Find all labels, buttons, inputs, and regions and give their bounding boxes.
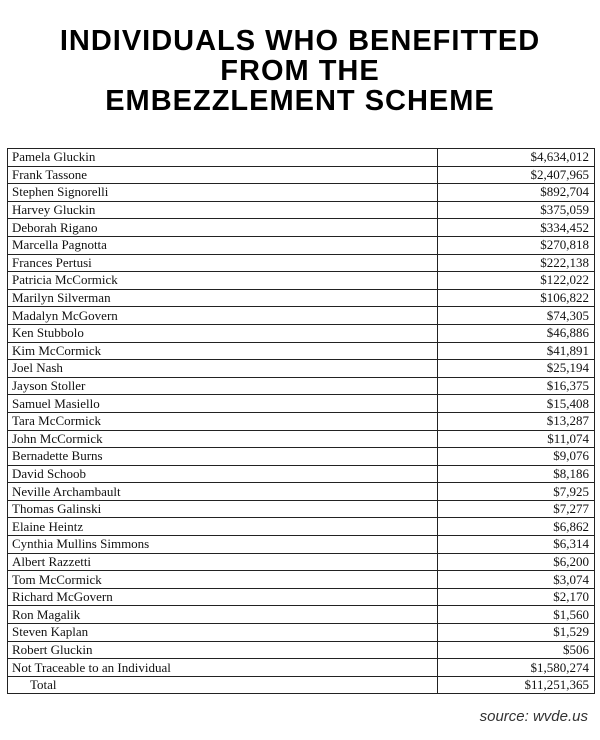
beneficiaries-table xyxy=(7,148,595,694)
table-row xyxy=(8,448,595,466)
table-row xyxy=(8,518,595,536)
beneficiary-name: Joel Nash xyxy=(8,360,438,378)
table-row xyxy=(8,641,595,659)
beneficiary-amount: $6,862 xyxy=(438,518,595,536)
beneficiary-amount: $46,886 xyxy=(438,324,595,342)
beneficiary-name: Frank Tassone xyxy=(8,166,438,184)
beneficiary-amount: $13,287 xyxy=(438,412,595,430)
beneficiary-amount: $9,076 xyxy=(438,448,595,466)
beneficiary-amount: $506 xyxy=(438,641,595,659)
table-row xyxy=(8,624,595,642)
table-row xyxy=(8,324,595,342)
table-row xyxy=(8,377,595,395)
title-line-2: FROM THE xyxy=(220,55,380,87)
beneficiary-amount: $16,375 xyxy=(438,377,595,395)
total-amount: $11,251,365 xyxy=(438,676,595,694)
beneficiary-name: Frances Pertusi xyxy=(8,254,438,272)
beneficiary-name: Tom McCormick xyxy=(8,571,438,589)
beneficiary-amount: $11,074 xyxy=(438,430,595,448)
beneficiary-amount: $222,138 xyxy=(438,254,595,272)
table-row xyxy=(8,606,595,624)
beneficiary-amount: $7,277 xyxy=(438,500,595,518)
table-row xyxy=(8,500,595,518)
beneficiary-name: Robert Gluckin xyxy=(8,641,438,659)
beneficiary-amount: $74,305 xyxy=(438,307,595,325)
beneficiary-name: John McCormick xyxy=(8,430,438,448)
table-row xyxy=(8,553,595,571)
beneficiary-name: Bernadette Burns xyxy=(8,448,438,466)
beneficiary-name: Albert Razzetti xyxy=(8,553,438,571)
beneficiary-amount: $106,822 xyxy=(438,289,595,307)
beneficiary-name: Marilyn Silverman xyxy=(8,289,438,307)
title-line-1: INDIVIDUALS WHO BENEFITTED xyxy=(59,25,541,57)
beneficiary-name: Pamela Gluckin xyxy=(8,149,438,167)
beneficiary-name: Cynthia Mullins Simmons xyxy=(8,536,438,554)
table-row xyxy=(8,166,595,184)
table-row xyxy=(8,254,595,272)
table-row xyxy=(8,272,595,290)
beneficiary-name: Tara McCormick xyxy=(8,412,438,430)
table-row xyxy=(8,588,595,606)
table-row xyxy=(8,219,595,237)
table-row xyxy=(8,430,595,448)
beneficiary-name: Ken Stubbolo xyxy=(8,324,438,342)
beneficiary-name: Stephen Signorelli xyxy=(8,184,438,202)
beneficiary-amount: $1,580,274 xyxy=(438,659,595,677)
beneficiary-name: Neville Archambault xyxy=(8,483,438,501)
beneficiary-amount: $1,560 xyxy=(438,606,595,624)
title-line-3: EMBEZZLEMENT SCHEME xyxy=(105,85,495,117)
table-row xyxy=(8,360,595,378)
table-row xyxy=(8,536,595,554)
beneficiary-name: Elaine Heintz xyxy=(8,518,438,536)
beneficiary-name: Richard McGovern xyxy=(8,588,438,606)
beneficiary-name: Harvey Gluckin xyxy=(8,201,438,219)
beneficiary-amount: $41,891 xyxy=(438,342,595,360)
beneficiary-amount: $4,634,012 xyxy=(438,149,595,167)
page-title xyxy=(0,26,600,116)
beneficiary-amount: $7,925 xyxy=(438,483,595,501)
beneficiary-amount: $6,314 xyxy=(438,536,595,554)
beneficiary-amount: $334,452 xyxy=(438,219,595,237)
beneficiary-amount: $2,407,965 xyxy=(438,166,595,184)
beneficiary-name: Patricia McCormick xyxy=(8,272,438,290)
beneficiary-amount: $892,704 xyxy=(438,184,595,202)
beneficiary-name: Kim McCormick xyxy=(8,342,438,360)
table-row xyxy=(8,184,595,202)
table-row xyxy=(8,659,595,677)
beneficiary-amount: $15,408 xyxy=(438,395,595,413)
beneficiary-name: Madalyn McGovern xyxy=(8,307,438,325)
beneficiary-amount: $3,074 xyxy=(438,571,595,589)
beneficiary-name: Jayson Stoller xyxy=(8,377,438,395)
table-row xyxy=(8,395,595,413)
total-label: Total xyxy=(8,676,438,694)
beneficiaries-table-container xyxy=(7,148,594,694)
table-row xyxy=(8,201,595,219)
source-credit: source: wvde.us xyxy=(479,708,588,725)
beneficiary-amount: $122,022 xyxy=(438,272,595,290)
table-row xyxy=(8,149,595,167)
beneficiary-name: Deborah Rigano xyxy=(8,219,438,237)
table-row xyxy=(8,571,595,589)
beneficiary-name: Not Traceable to an Individual xyxy=(8,659,438,677)
beneficiary-name: Samuel Masiello xyxy=(8,395,438,413)
beneficiary-amount: $25,194 xyxy=(438,360,595,378)
beneficiary-amount: $6,200 xyxy=(438,553,595,571)
table-body xyxy=(8,149,595,694)
beneficiary-amount: $375,059 xyxy=(438,201,595,219)
table-row xyxy=(8,236,595,254)
beneficiary-name: David Schoob xyxy=(8,465,438,483)
beneficiary-amount: $270,818 xyxy=(438,236,595,254)
beneficiary-name: Marcella Pagnotta xyxy=(8,236,438,254)
table-row xyxy=(8,342,595,360)
table-row xyxy=(8,412,595,430)
beneficiary-amount: $8,186 xyxy=(438,465,595,483)
beneficiary-name: Thomas Galinski xyxy=(8,500,438,518)
table-row xyxy=(8,289,595,307)
beneficiary-name: Ron Magalik xyxy=(8,606,438,624)
beneficiary-name: Steven Kaplan xyxy=(8,624,438,642)
total-row xyxy=(8,676,595,694)
table-row xyxy=(8,483,595,501)
table-row xyxy=(8,465,595,483)
table-row xyxy=(8,307,595,325)
beneficiary-amount: $2,170 xyxy=(438,588,595,606)
beneficiary-amount: $1,529 xyxy=(438,624,595,642)
